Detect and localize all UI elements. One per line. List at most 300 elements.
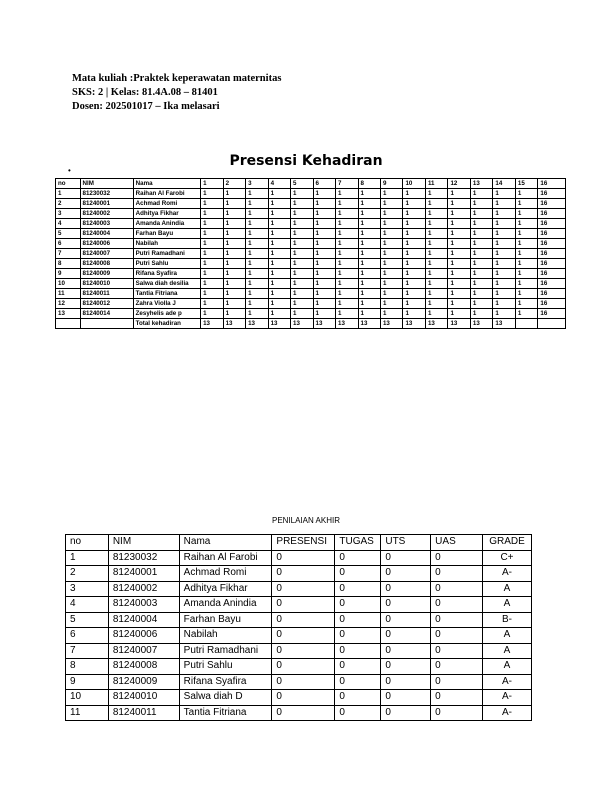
attendance-cell: 1 xyxy=(380,269,402,279)
grade-cell: 0 xyxy=(335,566,381,582)
attendance-cell: 1 xyxy=(380,199,402,209)
grade-cell: 0 xyxy=(335,597,381,613)
attendance-cell: 5 xyxy=(56,229,81,239)
attendance-cell: 1 xyxy=(470,259,492,269)
grade-cell: 0 xyxy=(335,612,381,628)
grade-cell: Salwa diah D xyxy=(179,690,272,706)
attendance-cell: 81240011 xyxy=(80,289,133,299)
attendance-cell: 1 xyxy=(336,249,358,259)
grade-cell: 0 xyxy=(381,643,431,659)
attendance-cell: 1 xyxy=(380,249,402,259)
attendance-cell: 1 xyxy=(515,189,537,199)
attendance-cell: 1 xyxy=(268,249,290,259)
grade-cell: 3 xyxy=(66,581,109,597)
grade-cell: 1 xyxy=(66,550,109,566)
attendance-cell: 11 xyxy=(56,289,81,299)
attendance-cell: 13 xyxy=(403,319,425,329)
attendance-cell: 1 xyxy=(291,259,313,269)
attendance-cell: 1 xyxy=(201,179,223,189)
final-grades-title: PENILAIAN AKHIR xyxy=(271,516,341,525)
attendance-cell: 13 xyxy=(358,319,380,329)
grade-cell: 0 xyxy=(272,643,335,659)
table-row xyxy=(66,597,532,613)
attendance-cell: 8 xyxy=(358,179,380,189)
attendance-cell: 1 xyxy=(515,269,537,279)
attendance-cell: Putri Ramadhani xyxy=(133,249,200,259)
grade-cell: 0 xyxy=(272,581,335,597)
grade-cell: 0 xyxy=(431,597,483,613)
attendance-cell: 1 xyxy=(313,199,335,209)
grade-cell: 81240009 xyxy=(108,674,179,690)
attendance-cell: 1 xyxy=(403,309,425,319)
attendance-cell: 1 xyxy=(246,289,268,299)
attendance-cell: Farhan Bayu xyxy=(133,229,200,239)
attendance-cell: 1 xyxy=(380,289,402,299)
attendance-cell: 1 xyxy=(493,309,515,319)
attendance-cell: 81240004 xyxy=(80,229,133,239)
attendance-cell: 1 xyxy=(246,249,268,259)
attendance-cell: 6 xyxy=(56,239,81,249)
table-row xyxy=(66,705,532,721)
table-row xyxy=(66,550,532,566)
attendance-cell: 13 xyxy=(291,319,313,329)
attendance-cell: 1 xyxy=(403,189,425,199)
attendance-cell: 1 xyxy=(470,249,492,259)
attendance-cell: Adhitya Fikhar xyxy=(133,209,200,219)
grade-cell: TUGAS xyxy=(335,535,381,551)
attendance-cell: 1 xyxy=(336,259,358,269)
attendance-cell: 1 xyxy=(380,189,402,199)
attendance-cell: 1 xyxy=(201,279,223,289)
attendance-cell: 1 xyxy=(448,269,470,279)
attendance-cell: 81240007 xyxy=(80,249,133,259)
table-row xyxy=(66,674,532,690)
grade-cell: 81240001 xyxy=(108,566,179,582)
attendance-cell: 1 xyxy=(246,309,268,319)
attendance-cell: 16 xyxy=(538,279,566,289)
attendance-cell: 15 xyxy=(515,179,537,189)
attendance-cell: 1 xyxy=(268,209,290,219)
grade-cell: 0 xyxy=(335,705,381,721)
attendance-cell: 1 xyxy=(358,289,380,299)
attendance-cell: 16 xyxy=(538,269,566,279)
attendance-cell: 1 xyxy=(201,239,223,249)
attendance-cell: 1 xyxy=(448,239,470,249)
attendance-cell: 1 xyxy=(313,279,335,289)
attendance-cell: 1 xyxy=(425,259,447,269)
attendance-cell: 13 xyxy=(380,319,402,329)
grade-cell: 81240011 xyxy=(108,705,179,721)
attendance-cell: 1 xyxy=(336,199,358,209)
grade-cell: 0 xyxy=(335,581,381,597)
attendance-cell: 1 xyxy=(313,249,335,259)
attendance-cell: 1 xyxy=(403,259,425,269)
attendance-cell: Nama xyxy=(133,179,200,189)
attendance-cell: 13 xyxy=(223,319,245,329)
attendance-cell: 1 xyxy=(246,199,268,209)
attendance-cell: Putri Sahlu xyxy=(133,259,200,269)
grade-cell: 6 xyxy=(66,628,109,644)
table-row xyxy=(56,299,566,309)
attendance-cell: 1 xyxy=(380,309,402,319)
attendance-cell: 1 xyxy=(313,189,335,199)
grade-cell: 81240007 xyxy=(108,643,179,659)
grade-cell: 0 xyxy=(381,566,431,582)
attendance-cell: 1 xyxy=(358,279,380,289)
table-row xyxy=(66,581,532,597)
attendance-cell: 1 xyxy=(223,199,245,209)
attendance-cell: 1 xyxy=(380,219,402,229)
attendance-cell: 1 xyxy=(515,219,537,229)
attendance-cell: 16 xyxy=(538,259,566,269)
attendance-cell: 1 xyxy=(223,299,245,309)
attendance-table xyxy=(55,178,566,329)
attendance-cell: 1 xyxy=(515,259,537,269)
grade-cell: A- xyxy=(482,674,531,690)
attendance-cell: 1 xyxy=(358,299,380,309)
grade-cell: Adhitya Fikhar xyxy=(179,581,272,597)
attendance-cell: 1 xyxy=(448,189,470,199)
grade-cell: GRADE xyxy=(482,535,531,551)
attendance-cell: 1 xyxy=(291,209,313,219)
table-header-row xyxy=(56,179,566,189)
attendance-cell: 1 xyxy=(336,279,358,289)
table-row xyxy=(66,643,532,659)
attendance-cell: 1 xyxy=(493,269,515,279)
grade-cell: A xyxy=(482,659,531,675)
grade-cell: 0 xyxy=(272,690,335,706)
grade-cell: 10 xyxy=(66,690,109,706)
attendance-cell: 1 xyxy=(515,309,537,319)
grade-cell: 0 xyxy=(272,628,335,644)
attendance-cell: 1 xyxy=(380,299,402,309)
attendance-cell: 1 xyxy=(223,219,245,229)
attendance-cell: 1 xyxy=(358,249,380,259)
grade-cell: 0 xyxy=(272,659,335,675)
grade-cell: 0 xyxy=(381,674,431,690)
bullet-mark: • xyxy=(68,166,71,175)
attendance-cell: Salwa diah desilia xyxy=(133,279,200,289)
attendance-cell: 1 xyxy=(268,299,290,309)
attendance-cell: 1 xyxy=(470,279,492,289)
attendance-cell: 1 xyxy=(313,259,335,269)
attendance-cell: 1 xyxy=(470,219,492,229)
attendance-cell xyxy=(56,319,81,329)
grade-cell: C+ xyxy=(482,550,531,566)
attendance-cell: 1 xyxy=(470,269,492,279)
grade-cell: Farhan Bayu xyxy=(179,612,272,628)
grade-cell: UTS xyxy=(381,535,431,551)
attendance-cell: 1 xyxy=(246,299,268,309)
attendance-cell: 81240006 xyxy=(80,239,133,249)
attendance-cell: 2 xyxy=(56,199,81,209)
grade-cell: Amanda Anindia xyxy=(179,597,272,613)
grade-cell: 0 xyxy=(335,643,381,659)
attendance-cell: 1 xyxy=(268,189,290,199)
attendance-cell: 81240009 xyxy=(80,269,133,279)
grade-cell: 0 xyxy=(381,581,431,597)
grade-cell: Nama xyxy=(179,535,272,551)
attendance-cell: 16 xyxy=(538,239,566,249)
attendance-cell: 7 xyxy=(336,179,358,189)
grade-cell: 0 xyxy=(335,628,381,644)
attendance-cell: 1 xyxy=(515,229,537,239)
attendance-cell: 1 xyxy=(291,289,313,299)
attendance-cell: 1 xyxy=(380,239,402,249)
grade-cell: 81240008 xyxy=(108,659,179,675)
attendance-cell: 13 xyxy=(425,319,447,329)
attendance-cell: 1 xyxy=(403,229,425,239)
attendance-cell: 3 xyxy=(56,209,81,219)
attendance-cell: 1 xyxy=(201,309,223,319)
attendance-cell: no xyxy=(56,179,81,189)
attendance-cell: 1 xyxy=(223,229,245,239)
attendance-cell: 1 xyxy=(493,259,515,269)
table-row xyxy=(56,259,566,269)
grade-cell: 81240003 xyxy=(108,597,179,613)
attendance-cell: 1 xyxy=(425,269,447,279)
attendance-cell: 1 xyxy=(201,209,223,219)
attendance-cell: 1 xyxy=(268,199,290,209)
attendance-cell: 9 xyxy=(380,179,402,189)
attendance-cell: 1 xyxy=(223,189,245,199)
attendance-cell: 1 xyxy=(425,239,447,249)
attendance-cell: 1 xyxy=(336,189,358,199)
grade-cell: 0 xyxy=(381,597,431,613)
grade-cell: 0 xyxy=(272,550,335,566)
attendance-cell: 1 xyxy=(268,239,290,249)
table-row xyxy=(56,319,566,329)
attendance-cell: 1 xyxy=(336,229,358,239)
attendance-cell: 9 xyxy=(56,269,81,279)
attendance-cell: 1 xyxy=(313,269,335,279)
attendance-cell: 12 xyxy=(448,179,470,189)
attendance-cell: 1 xyxy=(493,279,515,289)
attendance-cell: 13 xyxy=(493,319,515,329)
attendance-cell: 1 xyxy=(291,189,313,199)
attendance-cell: 1 xyxy=(336,289,358,299)
grade-cell: 0 xyxy=(381,550,431,566)
attendance-cell: 1 xyxy=(268,269,290,279)
attendance-cell: 1 xyxy=(380,259,402,269)
attendance-cell: 1 xyxy=(403,239,425,249)
attendance-cell: 16 xyxy=(538,289,566,299)
grade-cell: 81240006 xyxy=(108,628,179,644)
attendance-cell: Tantia Fitriana xyxy=(133,289,200,299)
attendance-cell: 1 xyxy=(470,309,492,319)
attendance-cell: 1 xyxy=(336,299,358,309)
table-row xyxy=(66,566,532,582)
table-row xyxy=(56,239,566,249)
attendance-cell: 1 xyxy=(493,189,515,199)
table-row xyxy=(56,309,566,319)
attendance-cell: 3 xyxy=(246,179,268,189)
table-row xyxy=(56,279,566,289)
grade-cell: 0 xyxy=(272,597,335,613)
attendance-cell: 1 xyxy=(268,259,290,269)
attendance-cell: 1 xyxy=(291,239,313,249)
attendance-cell: 1 xyxy=(493,219,515,229)
attendance-cell: 10 xyxy=(56,279,81,289)
attendance-cell: 1 xyxy=(358,189,380,199)
attendance-cell: 16 xyxy=(538,309,566,319)
grade-cell: 0 xyxy=(272,566,335,582)
attendance-cell: 11 xyxy=(425,179,447,189)
attendance-cell: 4 xyxy=(56,219,81,229)
attendance-cell: 1 xyxy=(358,209,380,219)
attendance-cell: 13 xyxy=(448,319,470,329)
attendance-cell: 1 xyxy=(425,209,447,219)
table-row xyxy=(56,189,566,199)
attendance-cell: 4 xyxy=(268,179,290,189)
grade-cell: 0 xyxy=(381,659,431,675)
attendance-cell: 1 xyxy=(201,269,223,279)
attendance-cell: 1 xyxy=(201,259,223,269)
attendance-cell: 16 xyxy=(538,189,566,199)
attendance-cell: 1 xyxy=(515,289,537,299)
attendance-cell: 1 xyxy=(448,219,470,229)
grade-cell: 7 xyxy=(66,643,109,659)
attendance-cell xyxy=(80,319,133,329)
attendance-cell: 1 xyxy=(515,249,537,259)
attendance-cell: 16 xyxy=(538,209,566,219)
attendance-cell: 1 xyxy=(403,299,425,309)
table-row xyxy=(56,249,566,259)
attendance-cell: 1 xyxy=(515,209,537,219)
attendance-cell: NIM xyxy=(80,179,133,189)
grade-cell: 0 xyxy=(335,550,381,566)
attendance-cell: 1 xyxy=(470,299,492,309)
attendance-cell: 81240002 xyxy=(80,209,133,219)
attendance-cell: 6 xyxy=(313,179,335,189)
table-row xyxy=(66,612,532,628)
attendance-cell: 1 xyxy=(448,299,470,309)
attendance-cell: 1 xyxy=(425,229,447,239)
attendance-cell: 1 xyxy=(313,219,335,229)
attendance-cell: 1 xyxy=(358,229,380,239)
attendance-cell: 1 xyxy=(403,219,425,229)
grade-cell: 0 xyxy=(381,705,431,721)
attendance-cell: 1 xyxy=(313,299,335,309)
attendance-cell: 7 xyxy=(56,249,81,259)
attendance-cell: 5 xyxy=(291,179,313,189)
table-row xyxy=(66,690,532,706)
table-row xyxy=(56,229,566,239)
grade-cell: 4 xyxy=(66,597,109,613)
grade-cell: 0 xyxy=(431,659,483,675)
grade-cell: UAS xyxy=(431,535,483,551)
attendance-cell: 81240001 xyxy=(80,199,133,209)
grade-cell: 0 xyxy=(431,612,483,628)
attendance-cell: 1 xyxy=(291,199,313,209)
table-row xyxy=(56,269,566,279)
attendance-cell: 13 xyxy=(201,319,223,329)
grade-cell: 81230032 xyxy=(108,550,179,566)
attendance-cell: 16 xyxy=(538,179,566,189)
attendance-cell: 1 xyxy=(380,229,402,239)
attendance-cell: 1 xyxy=(246,269,268,279)
attendance-cell: 1 xyxy=(223,269,245,279)
attendance-cell: 1 xyxy=(246,279,268,289)
grade-cell: 81240004 xyxy=(108,612,179,628)
grade-cell: Rifana Syafira xyxy=(179,674,272,690)
attendance-cell: 1 xyxy=(313,229,335,239)
grade-cell: 0 xyxy=(431,566,483,582)
table-row xyxy=(66,628,532,644)
attendance-cell: 1 xyxy=(223,259,245,269)
attendance-cell: 1 xyxy=(493,289,515,299)
attendance-cell: 81240014 xyxy=(80,309,133,319)
attendance-cell: 1 xyxy=(493,229,515,239)
grade-cell: Nabilah xyxy=(179,628,272,644)
grade-cell: 5 xyxy=(66,612,109,628)
attendance-cell: Amanda Anindia xyxy=(133,219,200,229)
attendance-cell: 1 xyxy=(448,259,470,269)
course-lecturer: Dosen: 202501017 – Ika melasari xyxy=(72,101,220,112)
grade-cell: 81240002 xyxy=(108,581,179,597)
attendance-cell: 1 xyxy=(358,259,380,269)
attendance-cell: 1 xyxy=(425,249,447,259)
attendance-cell: 1 xyxy=(448,279,470,289)
attendance-cell: 1 xyxy=(336,309,358,319)
attendance-cell: 1 xyxy=(246,219,268,229)
grade-cell: 0 xyxy=(431,628,483,644)
attendance-cell: 1 xyxy=(201,299,223,309)
attendance-cell: 1 xyxy=(268,289,290,299)
attendance-cell: 1 xyxy=(493,299,515,309)
attendance-cell: 1 xyxy=(223,239,245,249)
attendance-cell: 16 xyxy=(538,249,566,259)
grade-cell: B- xyxy=(482,612,531,628)
attendance-cell: 1 xyxy=(358,239,380,249)
grade-cell: 0 xyxy=(335,674,381,690)
attendance-cell: 1 xyxy=(470,189,492,199)
grade-cell: 0 xyxy=(272,705,335,721)
attendance-cell: 1 xyxy=(425,289,447,299)
attendance-cell: 1 xyxy=(223,289,245,299)
attendance-cell: 1 xyxy=(425,219,447,229)
attendance-cell: 1 xyxy=(470,199,492,209)
grade-cell: Tantia Fitriana xyxy=(179,705,272,721)
attendance-cell: 1 xyxy=(313,289,335,299)
attendance-cell: 13 xyxy=(313,319,335,329)
attendance-cell: 1 xyxy=(201,249,223,259)
attendance-cell: Nabilah xyxy=(133,239,200,249)
grade-cell: 0 xyxy=(431,550,483,566)
attendance-cell: 1 xyxy=(268,309,290,319)
attendance-cell: 1 xyxy=(223,209,245,219)
attendance-cell: 1 xyxy=(403,269,425,279)
grade-cell: 0 xyxy=(431,674,483,690)
attendance-cell: 2 xyxy=(223,179,245,189)
attendance-cell: 13 xyxy=(470,319,492,329)
attendance-cell: 1 xyxy=(246,209,268,219)
table-row xyxy=(56,209,566,219)
attendance-cell: 13 xyxy=(336,319,358,329)
attendance-cell: 1 xyxy=(358,309,380,319)
course-sks-class: SKS: 2 | Kelas: 81.4A.08 – 81401 xyxy=(72,87,218,98)
grade-cell: 2 xyxy=(66,566,109,582)
attendance-cell: 1 xyxy=(515,279,537,289)
attendance-cell: 1 xyxy=(291,269,313,279)
attendance-cell: 1 xyxy=(313,309,335,319)
grade-cell: A- xyxy=(482,566,531,582)
attendance-cell: 1 xyxy=(515,299,537,309)
grade-cell: 81240010 xyxy=(108,690,179,706)
attendance-cell: 1 xyxy=(493,199,515,209)
attendance-cell: 1 xyxy=(470,209,492,219)
table-header-row xyxy=(66,535,532,551)
